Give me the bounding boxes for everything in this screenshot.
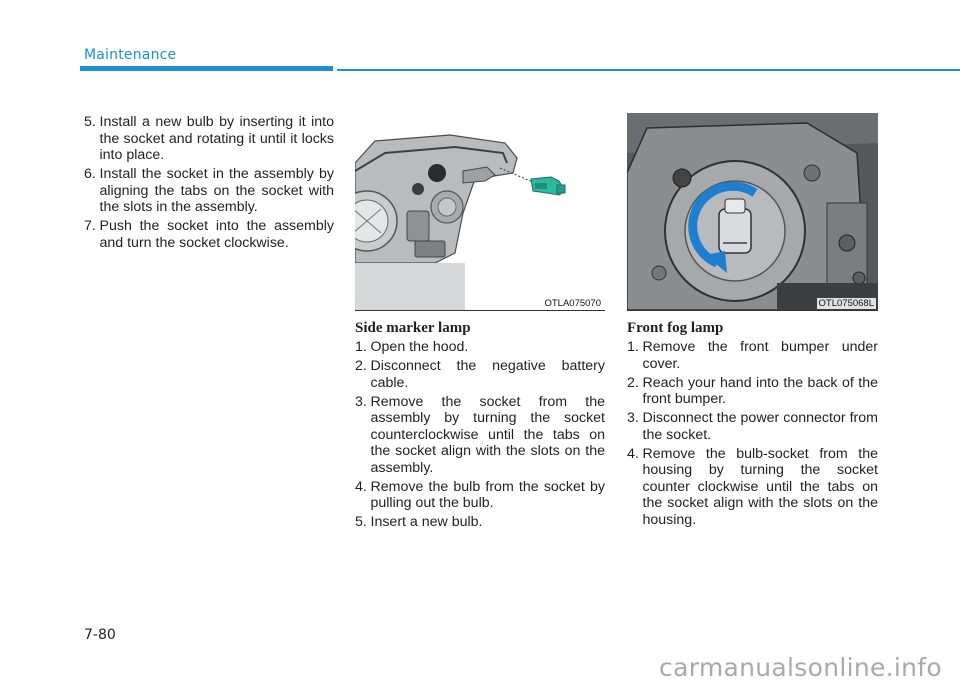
list-item: 4. Remove the bulb-socket from the housing by turning the socket counter clockwise until the tabs on the socket align with the slots on the housing. (627, 445, 878, 528)
list-item: 4. Remove the bulb from the socket by pulling out the bulb. (355, 478, 605, 511)
side-marker-lamp-section (355, 319, 605, 533)
step-text: Disconnect the power connector from the socket. (642, 410, 878, 443)
list-item: 3. Disconnect the power connector from the socket. (627, 410, 878, 443)
step-text: Disconnect the negative battery cable. (370, 358, 605, 391)
step-text: Install the socket in the assembly by aligning the tabs on the socket with the slots in the assembly. (99, 166, 334, 215)
front-fog-lamp-figure (627, 113, 878, 311)
watermark-text: carmanualsonline.info (659, 653, 942, 682)
bulb-install-steps (84, 114, 334, 251)
figure-code: OTL075068L (818, 298, 874, 309)
headlamp-assembly-illustration (355, 113, 605, 310)
list-item: 1. Open the hood. (355, 339, 469, 355)
step-text: Open the hood. (370, 339, 469, 355)
step-text: Remove the bulb-socket from the housing by turning the socket counter clockwise until the tabs on the socket align with the slots on the housing. (642, 445, 878, 528)
fog-lamp-steps (627, 339, 878, 528)
list-item: 2. Reach your hand into the back of the front bumper. (627, 374, 878, 407)
column-1 (84, 114, 334, 254)
section-title: Front fog lamp (627, 320, 724, 336)
side-marker-lamp-figure (355, 113, 605, 311)
step-text: Install a new bulb by inserting it into the socket and rotating it until it locks into place. (99, 114, 334, 163)
step-text: Insert a new bulb. (370, 514, 483, 530)
section-title: Side marker lamp (355, 320, 471, 336)
step-text: Remove the front bumper under cover. (642, 339, 878, 372)
section-header-title: Maintenance (84, 47, 177, 63)
list-item: 6. Install the socket in the assembly by aligning the tabs on the socket with the slots in the assembly. (84, 166, 334, 215)
page-number: 7-80 (84, 627, 116, 643)
fog-lamp-housing-illustration (627, 113, 878, 310)
list-item: 2. Disconnect the negative battery cable. (355, 358, 605, 391)
header-rule-thick (80, 66, 333, 71)
header-rule-thin (337, 69, 960, 71)
step-text: Push the socket into the assembly and turn the socket clockwise. (99, 218, 334, 251)
front-fog-lamp-section (627, 319, 878, 531)
list-item: 7. Push the socket into the assembly and turn the socket clockwise. (84, 218, 334, 251)
step-text: Reach your hand into the back of the front bumper. (642, 374, 878, 407)
step-text: Remove the socket from the assembly by turning the socket counterclockwise until the tabs on the socket align with the slots on the assembly. (370, 393, 605, 476)
list-item: 5. Insert a new bulb. (355, 514, 483, 530)
side-marker-steps (355, 339, 605, 531)
list-item: 3. Remove the socket from the assembly by turning the socket counterclockwise until the tabs on the socket align with the slots on the assembly. (355, 393, 605, 476)
list-item: 5. Install a new bulb by inserting it into the socket and rotating it until it locks into place. (84, 114, 334, 163)
step-text: Remove the bulb from the socket by pulling out the bulb. (370, 478, 605, 511)
figure-code: OTLA075070 (544, 298, 601, 309)
list-item: 1. Remove the front bumper under cover. (627, 339, 878, 372)
